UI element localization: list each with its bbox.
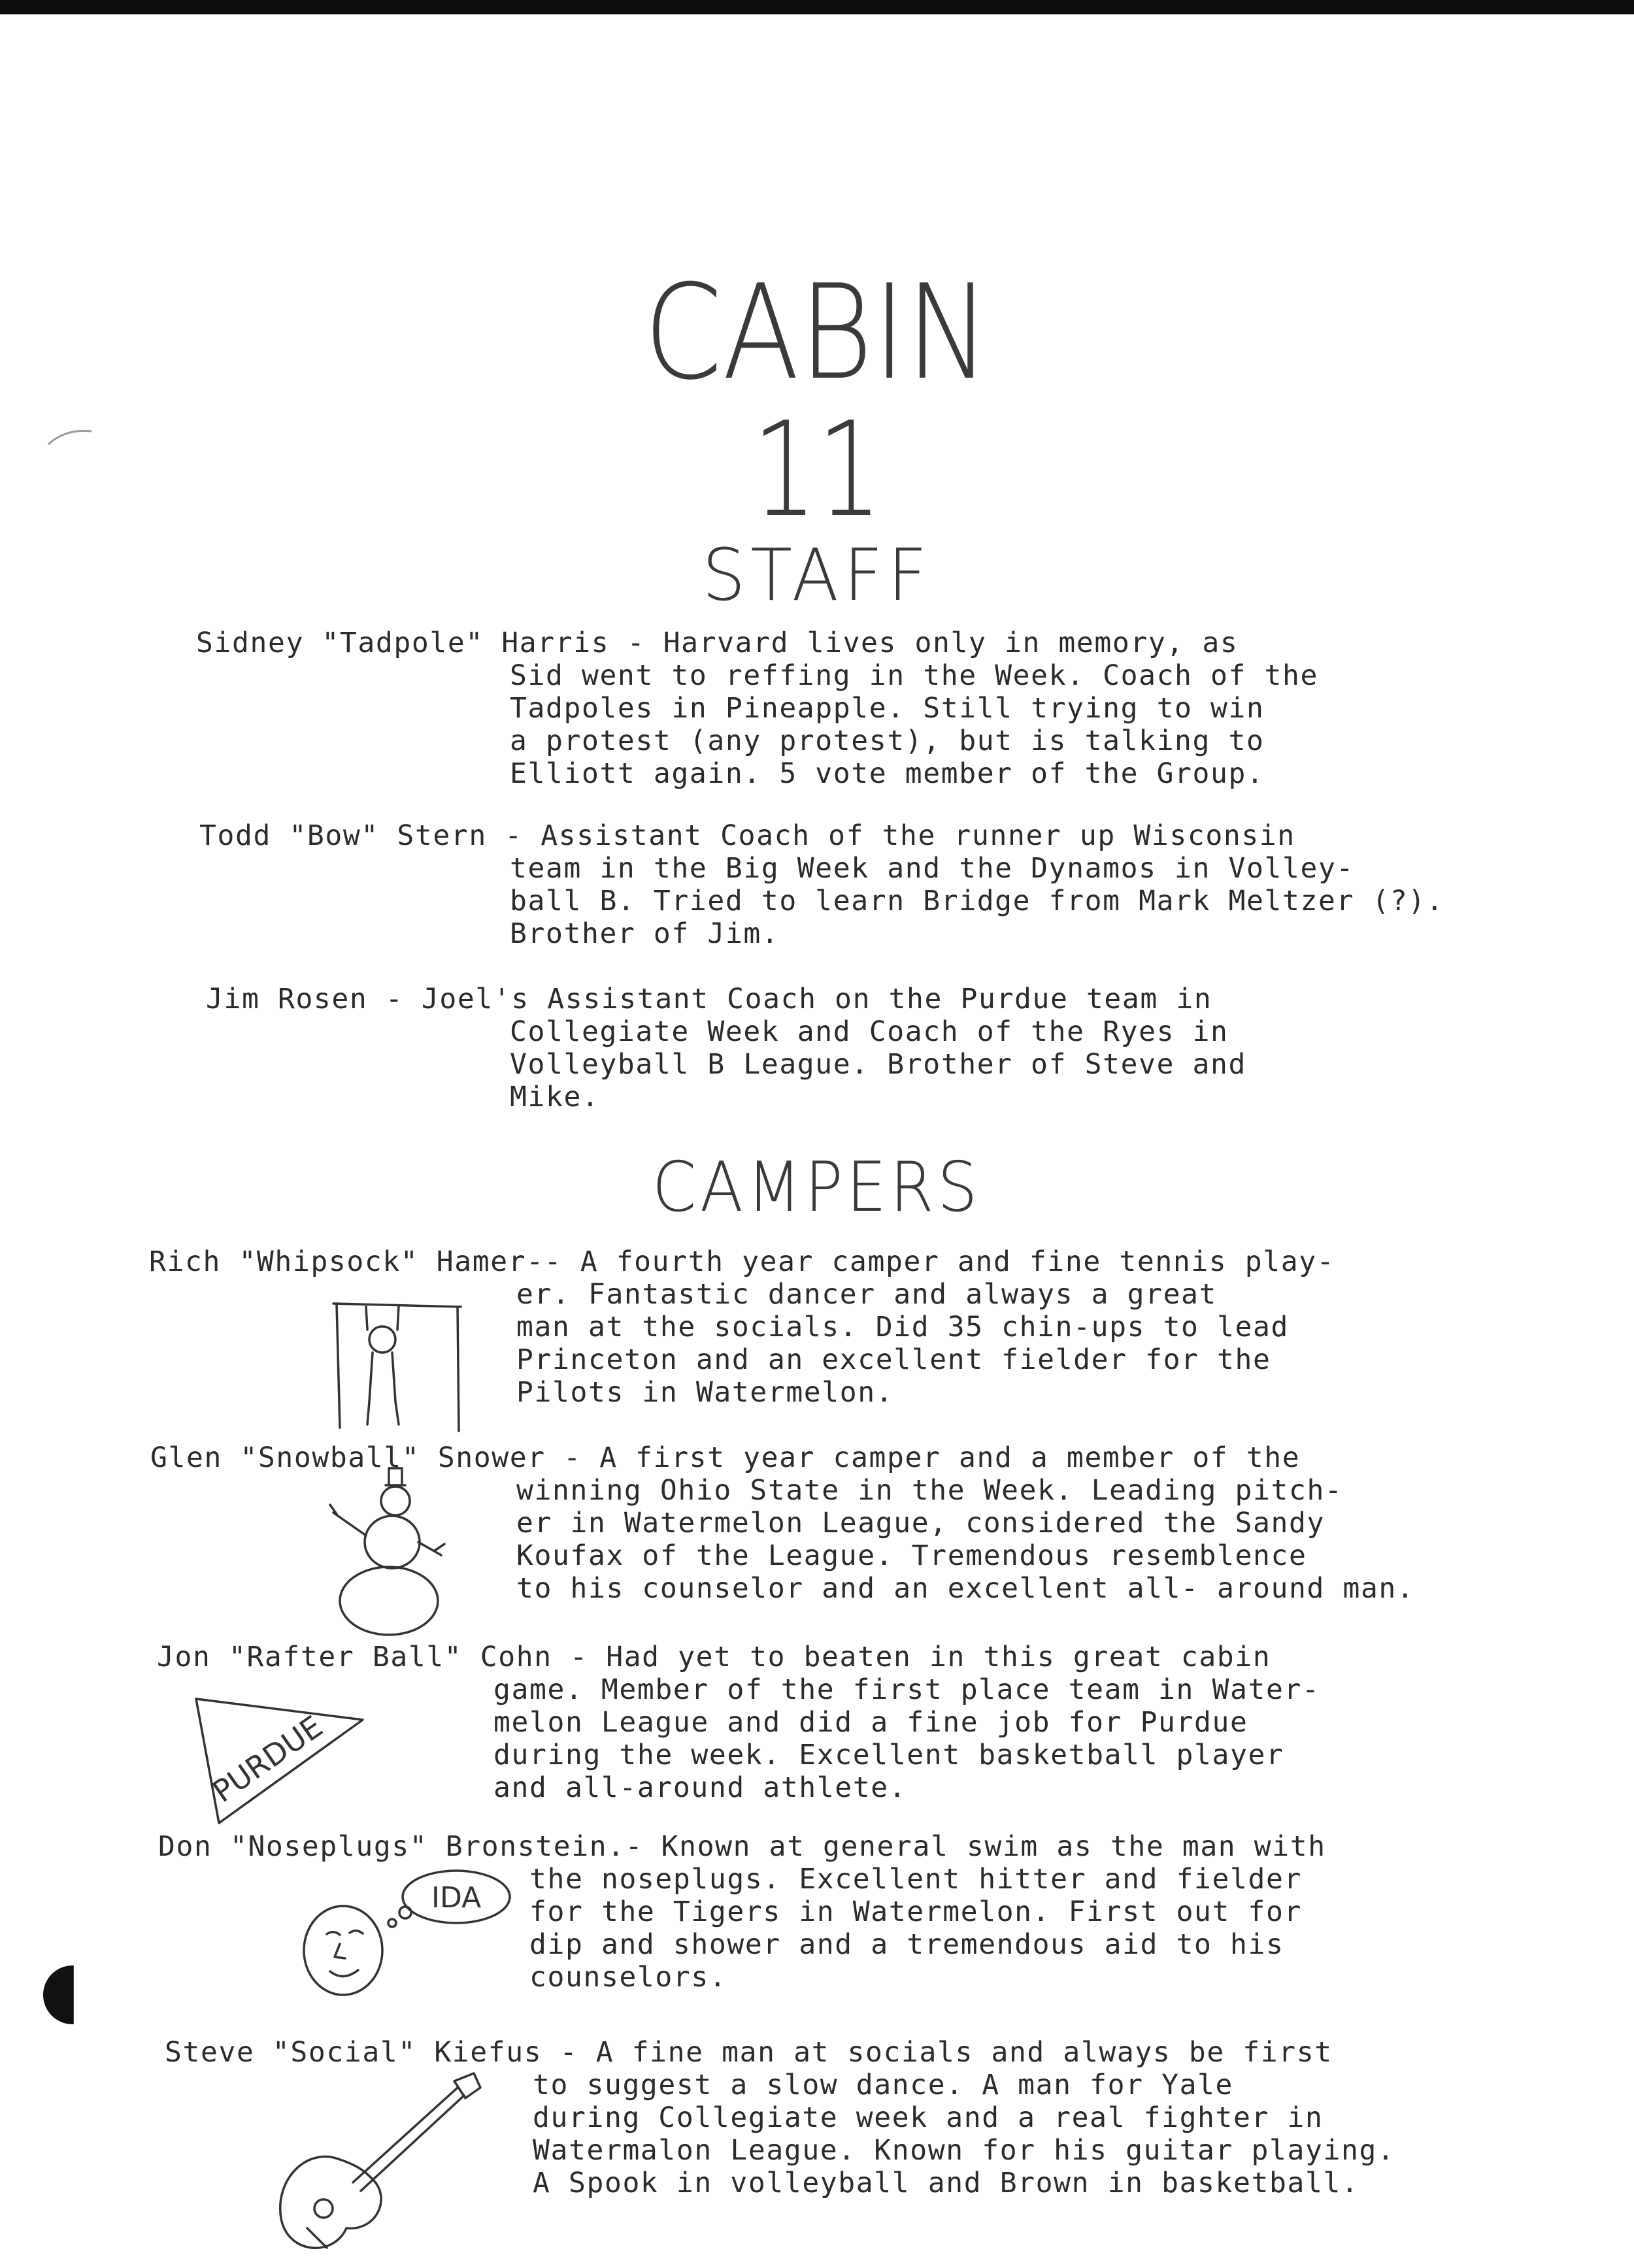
staff-entry-line: ball B. Tried to learn Bridge from Mark Meltzer (?). (510, 885, 1444, 917)
campers-heading (0, 1147, 1634, 1227)
camper-entry-line: er in Watermelon League, considered the Sandy (516, 1507, 1325, 1539)
camper-entry-line: A Spook in volleyball and Brown in basketball. (533, 2167, 1359, 2199)
chin-up-figure-drawing (320, 1290, 471, 1434)
camper-entry-line: winning Ohio State in the Week. Leading pitch- (516, 1474, 1343, 1507)
camper-entry-line: Glen "Snowball" Snower - A first year camper and a member of the (150, 1441, 1301, 1474)
camper-entry-line: during the week. Excellent basketball player (493, 1739, 1284, 1771)
camper-entry-line: melon League and did a fine job for Purdue (493, 1706, 1248, 1739)
face-with-thought-bubble-drawing (294, 1865, 516, 2009)
scan-top-edge (0, 0, 1634, 14)
staff-entry-line: a protest (any protest), but is talking to (510, 725, 1265, 757)
camper-entry-line: er. Fantastic dancer and always a great (516, 1278, 1218, 1311)
staff-entry-line: Elliott again. 5 vote member of the Group. (510, 757, 1265, 790)
snowman-drawing (307, 1473, 458, 1634)
staff-heading-text: STAFF (702, 533, 932, 617)
camper-entry-line: for the Tigers in Watermelon. First out for (529, 1896, 1302, 1928)
camper-entry-line: man at the socials. Did 35 chin-ups to lead (516, 1311, 1289, 1343)
cabin-title-text: CABIN (644, 257, 990, 409)
camper-entry-line: the noseplugs. Excellent hitter and fielder (529, 1863, 1302, 1896)
camper-entry-line: Rich "Whipsock" Hamer-- A fourth year camper and fine tennis play- (149, 1245, 1335, 1278)
staff-entry-line: Jim Rosen - Joel's Assistant Coach on the Purdue team in (206, 983, 1212, 1015)
staff-entry-line: Sidney "Tadpole" Harris - Harvard lives only in memory, as (196, 627, 1239, 659)
campers-heading-text: CAMPERS (652, 1147, 982, 1227)
camper-entry-line: dip and shower and a tremendous aid to his (529, 1928, 1284, 1961)
cabin-number-text: 11 (752, 394, 882, 546)
cabin-number (0, 394, 1634, 546)
staff-heading (0, 533, 1634, 617)
staff-entry-line: Mike. (510, 1081, 600, 1113)
camper-entry-line: Jon "Rafter Ball" Cohn - Had yet to beaten in this great cabin (157, 1641, 1271, 1673)
camper-entry-line: Watermalon League. Known for his guitar playing. (533, 2134, 1395, 2167)
staff-entry-line: Collegiate Week and Coach of the Ryes in (510, 1015, 1229, 1048)
thought-bubble-label: IDA (431, 1881, 482, 1915)
camper-entry-line: game. Member of the first place team in Water- (493, 1673, 1320, 1706)
guitar-drawing (261, 2068, 484, 2258)
staff-entry-line: Sid went to reffing in the Week. Coach of the (510, 659, 1318, 692)
camper-entry-line: to suggest a slow dance. A man for Yale (533, 2069, 1234, 2101)
camper-entry-line: Princeton and an excellent fielder for the (516, 1343, 1271, 1376)
punch-hole (43, 1965, 102, 2024)
staff-entry-line: team in the Big Week and the Dynamos in Volley- (510, 852, 1354, 885)
pennant-label: PURDUE (206, 1708, 329, 1810)
camper-entry-line: Koufax of the League. Tremendous resemblence (516, 1539, 1307, 1572)
staff-entry-line: Todd "Bow" Stern - Assistant Coach of the runner up Wisconsin (199, 819, 1295, 852)
staff-entry-line: Brother of Jim. (510, 917, 780, 950)
camper-entry-line: during Collegiate week and a real fighter in (533, 2101, 1324, 2134)
camper-entry-line: and all-around athlete. (493, 1771, 907, 1804)
camper-entry-line: Steve "Social" Kiefus - A fine man at socials and always be first (165, 2036, 1333, 2069)
camper-entry-line: Don "Noseplugs" Bronstein.- Known at general swim as the man with (158, 1830, 1326, 1863)
camper-entry-line: to his counselor and an excellent all- around man. (516, 1572, 1415, 1605)
staff-entry-line: Tadpoles in Pineapple. Still trying to win (510, 692, 1265, 725)
purdue-pennant-drawing (190, 1692, 366, 1830)
cabin-title (0, 257, 1634, 409)
camper-entry-line: counselors. (529, 1961, 727, 1994)
camper-entry-line: Pilots in Watermelon. (516, 1376, 894, 1409)
staff-entry-line: Volleyball B League. Brother of Steve and (510, 1048, 1247, 1081)
